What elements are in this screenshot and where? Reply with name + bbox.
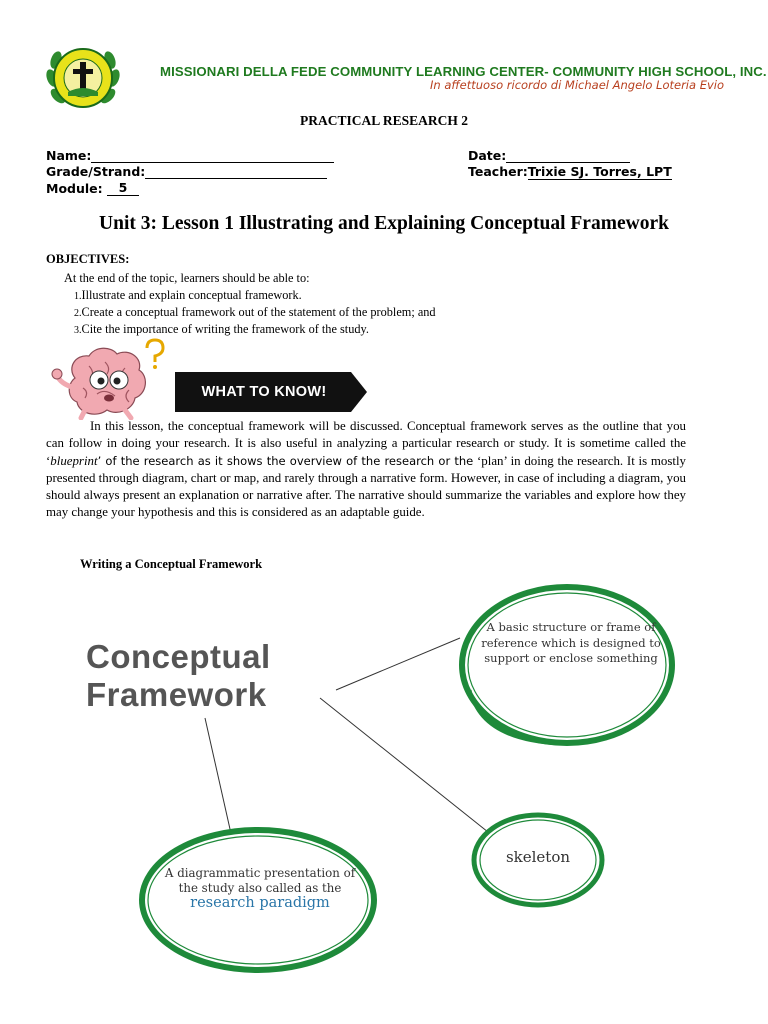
date-field bbox=[468, 148, 630, 163]
module-label: Module: bbox=[46, 181, 103, 196]
grade-strand-blank bbox=[145, 165, 327, 179]
objective-item: 3.Cite the importance of writing the framework of the study. bbox=[74, 322, 369, 336]
name-blank bbox=[91, 149, 334, 163]
name-field bbox=[46, 148, 334, 163]
objectives-heading: OBJECTIVES: bbox=[46, 252, 130, 266]
teacher-label: Teacher: bbox=[468, 164, 528, 179]
module-value: 5 bbox=[107, 180, 139, 196]
skeleton-text: skeleton bbox=[505, 848, 571, 866]
date-label: Date: bbox=[468, 148, 507, 163]
lesson-body-paragraph: In this lesson, the conceptual framework will be discussed. Conceptual framework serves as the outline that you can follow in doing your research. It is also useful in analyzing a particular research or study. It is sometime called the ‘blueprint’ of the research as it shows the overview of the research or the ‘plan’ in doing the research. It is mostly presented through diagram, chart or map, and rarely through a narrative form. However, in case of including a diagram, you should always present an explanation or narrative after. The narrative should summarize the variables and explore how they may change your hypothesis and this is considered as an adaptable guide. bbox=[46, 419, 686, 520]
section-heading: Writing a Conceptual Framework bbox=[80, 557, 263, 571]
objective-item: 2.Create a conceptual framework out of the statement of the problem; and bbox=[74, 305, 436, 319]
objectives-intro: At the end of the topic, learners should be able to: bbox=[64, 271, 310, 285]
connector-definition bbox=[336, 638, 460, 690]
school-memorial: In affettuoso ricordo di Michael Angelo Loteria Evio bbox=[429, 78, 724, 92]
definition-text: A basic structure or frame of reference which is designed to support or enclose something bbox=[481, 620, 661, 665]
name-label: Name: bbox=[46, 148, 92, 163]
brain-mascot-illustration bbox=[45, 338, 173, 420]
objective-item: 1.Illustrate and explain conceptual framework. bbox=[74, 288, 302, 302]
school-logo bbox=[44, 38, 122, 118]
connector-diagrammatic bbox=[205, 718, 232, 838]
course-title: PRACTICAL RESEARCH 2 bbox=[299, 113, 469, 128]
module-field bbox=[46, 180, 139, 196]
date-blank bbox=[506, 149, 630, 163]
school-name: MISSIONARI DELLA FEDE COMMUNITY LEARNING CENTER- COMMUNITY HIGH SCHOOL, INC. bbox=[160, 64, 767, 79]
grade-strand-field bbox=[46, 164, 327, 179]
what-to-know-label: WHAT TO KNOW! bbox=[201, 384, 327, 400]
lesson-title: Unit 3: Lesson 1 Illustrating and Explaining Conceptual Framework bbox=[99, 213, 669, 234]
conceptual-framework-title: Conceptual Framework bbox=[86, 638, 271, 713]
blueprint-term: blueprint bbox=[50, 453, 98, 468]
diagrammatic-text: A diagrammatic presentation of the study also called as the research paradigm bbox=[164, 866, 356, 911]
research-paradigm-term: research paradigm bbox=[190, 895, 330, 911]
connector-skeleton bbox=[320, 698, 498, 840]
teacher-value: Trixie SJ. Torres, LPT bbox=[527, 164, 672, 179]
teacher-field bbox=[468, 164, 672, 179]
grade-strand-label: Grade/Strand: bbox=[46, 164, 146, 179]
